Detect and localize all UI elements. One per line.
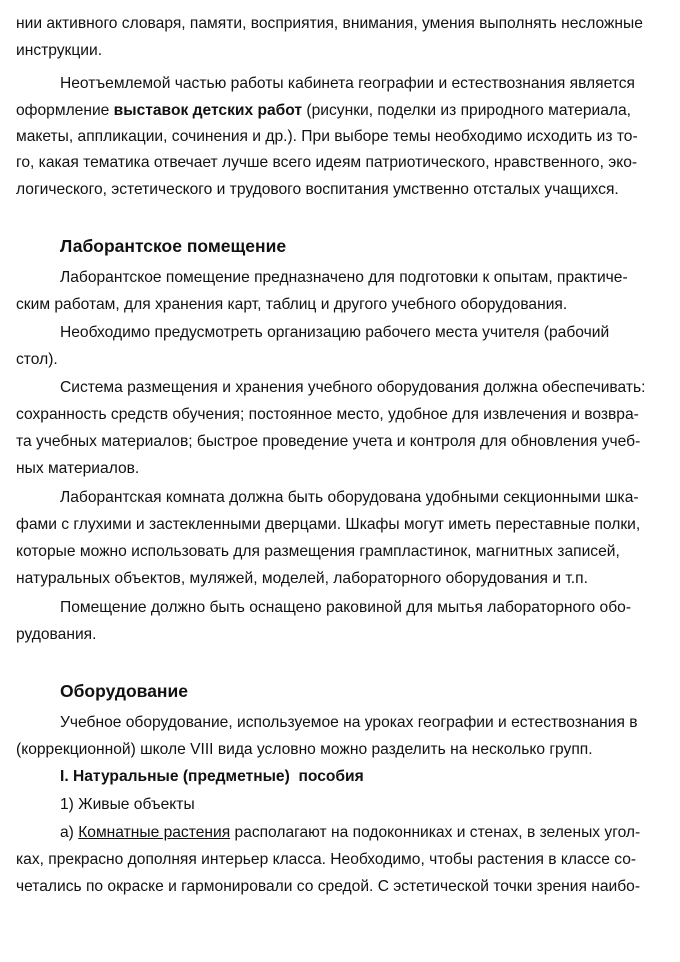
- section-heading: Оборудование: [60, 681, 188, 701]
- text-line: макеты, аппликации, сочинения и др.). При выборе темы необходимо исходить из то-: [16, 128, 638, 145]
- text-line: Учебное оборудование, используемое на уроках географии и естествознания в: [60, 714, 638, 731]
- text-line: [16, 101, 680, 121]
- text-line: фами с глухими и застекленными дверцами. Шкафы могут иметь переставные полки,: [16, 516, 641, 533]
- text-line: сохранность средств обучения; постоянное место, удобное для извлечения и возвра-: [16, 406, 639, 423]
- text-line: Система размещения и хранения учебного оборудования должна обеспечивать:: [60, 379, 646, 396]
- text-line: го, какая тематика отвечает лучше всего идеям патриотического, нравственного, эко-: [16, 154, 638, 171]
- text-line: Неотъемлемой частью работы кабинета географии и естествознания является: [60, 75, 635, 92]
- text-span: а): [60, 824, 79, 841]
- text-line: стол).: [16, 351, 58, 368]
- text-line: Лаборантское помещение предназначено для подготовки к опытам, практиче-: [60, 269, 628, 286]
- text-span: оформление: [16, 102, 114, 119]
- text-line: (коррекционной) школе VIII вида условно можно разделить на несколько групп.: [16, 741, 593, 758]
- section-heading: Лаборантское помещение: [60, 236, 287, 256]
- text-line: ках, прекрасно дополняя интерьер класса. Необходимо, чтобы растения в классе со-: [16, 851, 637, 868]
- text-line: которые можно использовать для размещения грампластинок, магнитных записей,: [16, 543, 620, 560]
- list-item: 1) Живые объекты: [60, 796, 195, 813]
- text-line: натуральных объектов, муляжей, моделей, лабораторного оборудования и т.п.: [16, 570, 588, 587]
- underlined-term: Комнатные растения: [78, 824, 231, 841]
- bold-phrase: выставок детских работ: [113, 102, 303, 119]
- text-line: та учебных материалов; быстрое проведение учета и контроля для обновления учеб-: [16, 433, 641, 450]
- text-span: (рисунки, поделки из природного материала,: [302, 102, 631, 119]
- text-line: логического, эстетического и трудового воспитания умственно отсталых учащихся.: [16, 181, 619, 198]
- text-span: располагают на подоконниках и стенах, в зеленых угол-: [230, 824, 641, 841]
- text-line: ским работам, для хранения карт, таблиц и другого учебного оборудования.: [16, 296, 568, 313]
- text-line: рудования.: [16, 626, 97, 643]
- text-line: Помещение должно быть оснащено раковиной для мытья лабораторного обо-: [60, 599, 632, 616]
- text-line: нии активного словаря, памяти, восприятия, внимания, умения выполнять несложные: [16, 15, 643, 32]
- text-line: Необходимо предусмотреть организацию рабочего места учителя (рабочий: [60, 324, 610, 341]
- text-line: [60, 823, 680, 843]
- text-line: ных материалов.: [16, 460, 140, 477]
- text-line: Лаборантская комната должна быть оборудована удобными секционными шка-: [60, 489, 639, 506]
- text-line: четались по окраске и гармонировали со средой. С эстетической точки зрения наибо-: [16, 878, 641, 895]
- text-line: инструкции.: [16, 42, 103, 59]
- subheading: I. Натуральные (предметные) пособия: [60, 768, 364, 785]
